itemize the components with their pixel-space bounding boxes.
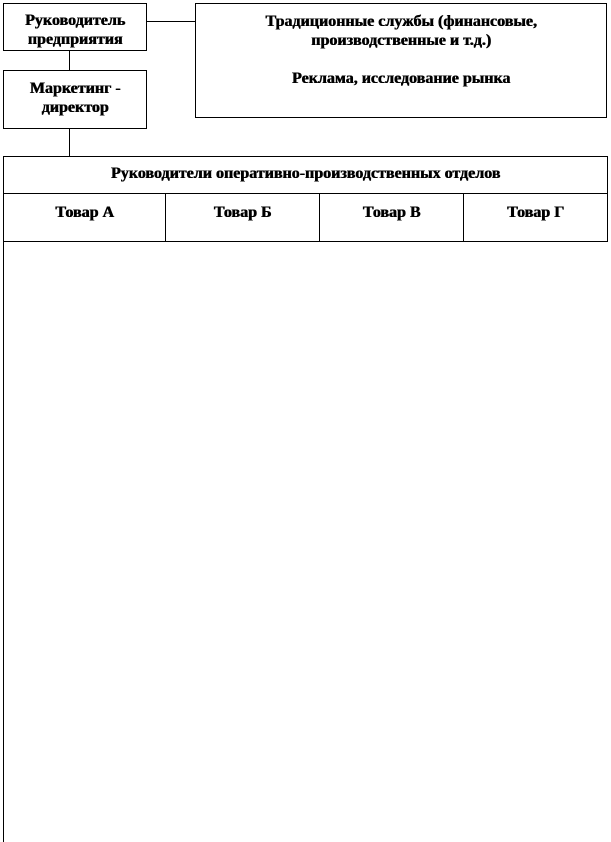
traditional-services-label-line1: Традиционные службы (финансовые, [265,13,537,30]
advertising-research-label: Реклама, исследование рынка [291,70,511,87]
product-a-label: Товар А [55,204,114,221]
marketing-director-label-line2: директор [41,99,109,116]
marketing-director-box [3,70,147,129]
product-b-label: Товар Б [213,204,272,221]
product-b-cell [165,193,320,242]
product-a-cell [3,193,166,242]
connector-head-marketing [69,51,70,70]
traditional-services-label-line2: производственные и т.д.) [311,32,491,49]
left-border-line [3,242,4,842]
spacer [196,50,606,69]
product-d-cell [463,193,608,242]
enterprise-head-label-line1: Руководитель [24,12,126,29]
operational-departments-title: Руководители оперативно-производственных отделов [110,165,501,182]
enterprise-head-box [3,3,147,51]
operational-departments-box [3,156,608,194]
enterprise-head-label-line2: предприятия [27,31,123,48]
traditional-services-box [195,3,607,118]
connector-head-services [147,21,195,22]
product-c-cell [319,193,464,242]
product-c-label: Товар В [362,204,421,221]
connector-marketing-operational [69,129,70,156]
marketing-director-label-line1: Маркетинг - [29,80,121,97]
product-d-label: Товар Г [506,204,565,221]
